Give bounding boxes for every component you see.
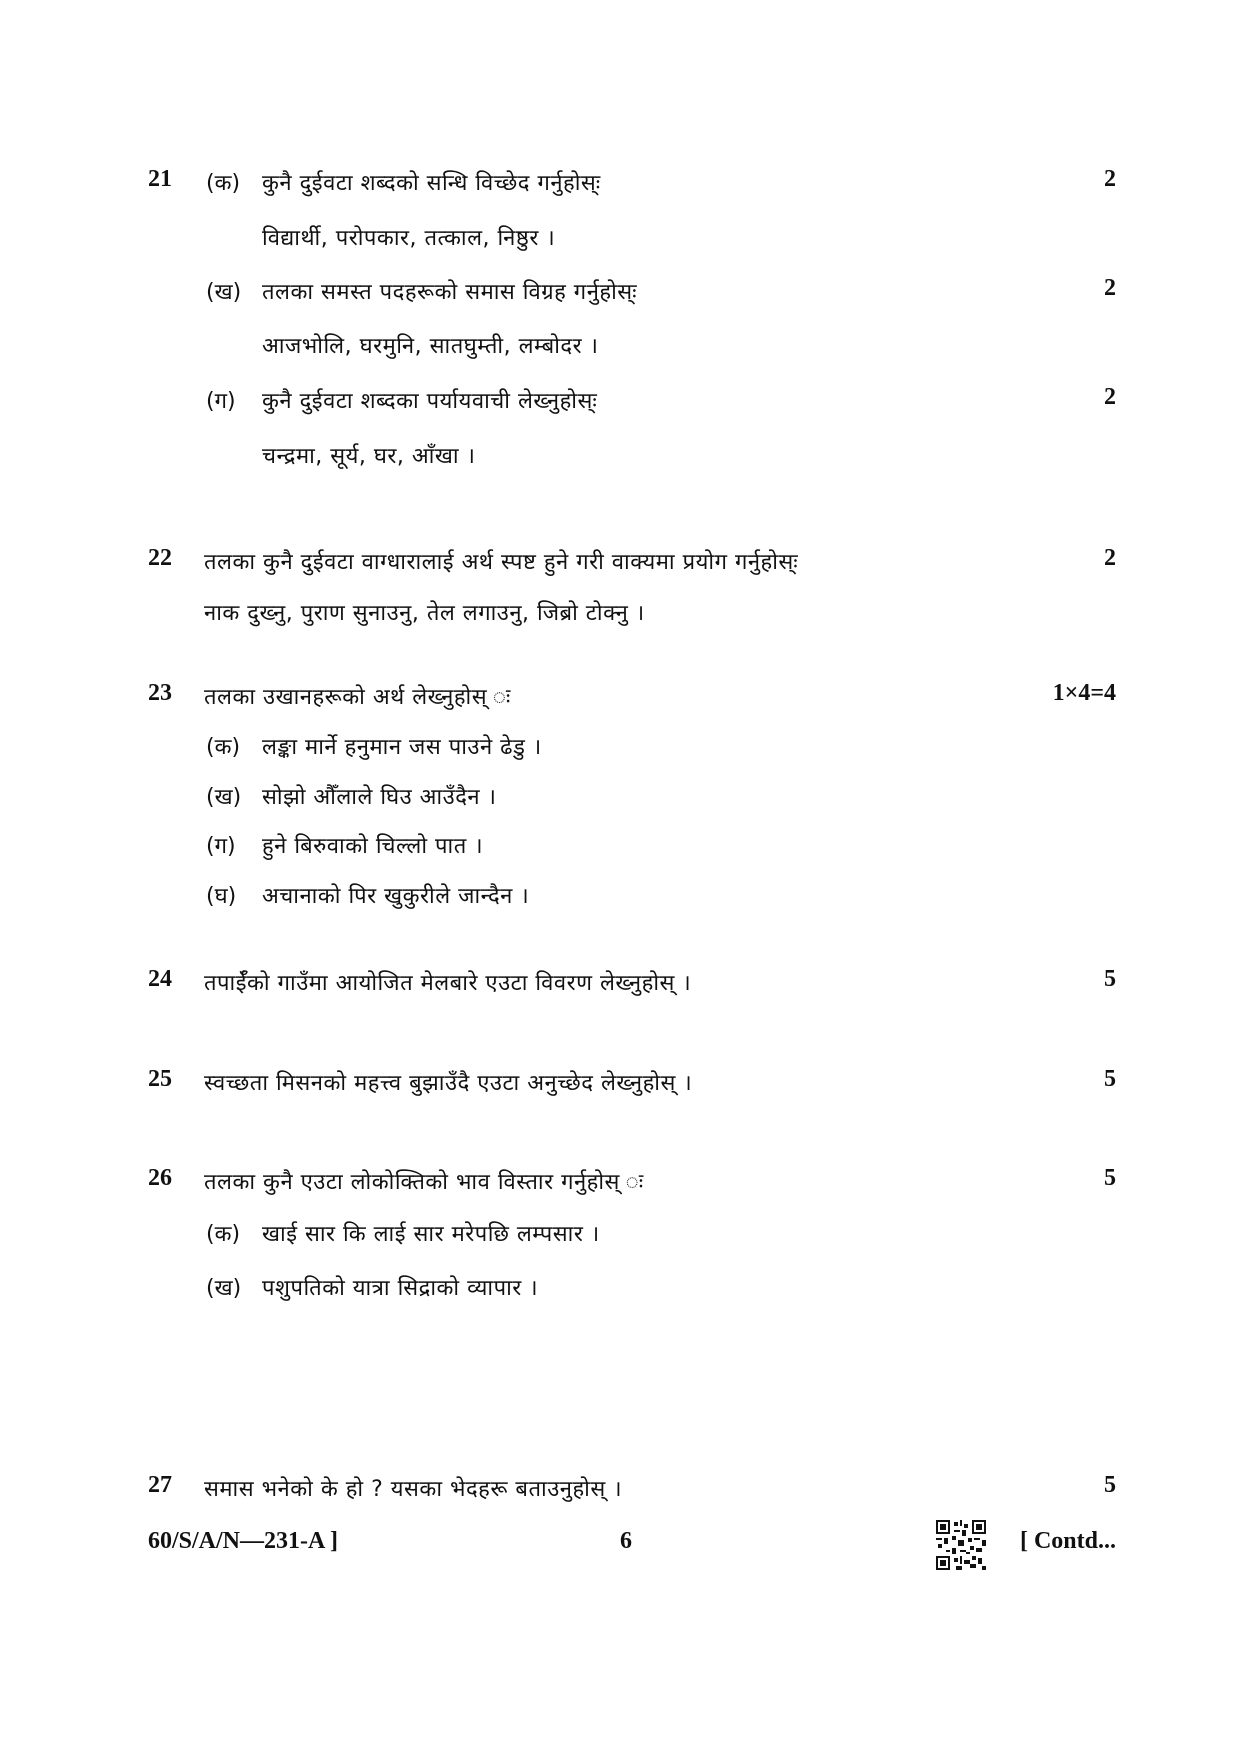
marks: 5 [1104,966,1116,992]
marks: 5 [1104,1472,1116,1498]
qr-code-icon [936,1520,986,1570]
question-number: 23 [148,680,172,706]
marks: 5 [1104,1066,1116,1092]
item-label: (ग) [206,834,236,859]
item-text: हुने बिरुवाको चिल्लो पात । [262,834,484,859]
marks: 2 [1104,545,1116,571]
continued-label: [ Contd... [1019,1528,1116,1554]
page-number: 6 [620,1528,632,1554]
question-number: 21 [148,166,172,192]
question-number: 25 [148,1066,172,1092]
part-label: (ग) [206,389,236,414]
question-text: समास भनेको के हो ? यसका भेदहरू बताउनुहोस् । [204,1477,623,1502]
item-text: अचानाको पिर खुकुरीले जान्दैन । [262,884,530,909]
part-content: चन्द्रमा, सूर्य, घर, आँखा । [262,444,476,469]
part-label: (क) [206,171,241,196]
question-text: तपाईँको गाउँमा आयोजित मेलबारे एउटा विवरण लेख्नुहोस् । [204,971,692,996]
question-content: नाक दुख्नु, पुराण सुनाउनु, तेल लगाउनु, जिब्रो टोक्नु । [204,601,645,626]
marks: 1×4=4 [1052,680,1116,706]
marks: 2 [1104,166,1116,192]
item-text: पशुपतिको यात्रा सिद्राको व्यापार । [262,1276,539,1301]
item-label: (ख) [206,785,242,810]
marks: 5 [1104,1165,1116,1191]
item-label: (घ) [206,884,237,909]
question-number: 22 [148,545,172,571]
question-text: तलका कुनै दुईवटा वाग्धारालाई अर्थ स्पष्ट हुने गरी वाक्यमा प्रयोग गर्नुहोस्ः [204,550,799,575]
item-label: (क) [206,1222,241,1247]
question-text: तलका कुनै एउटा लोकोक्तिको भाव विस्तार गर्नुहोस् ः [204,1170,644,1195]
part-label: (ख) [206,280,242,305]
item-label: (क) [206,735,241,760]
question-text: स्वच्छता मिसनको महत्त्व बुझाउँदै एउटा अनुच्छेद लेख्नुहोस् । [204,1071,693,1096]
question-number: 24 [148,966,172,992]
marks: 2 [1104,384,1116,410]
item-text: खाई सार कि लाई सार मरेपछि लम्पसार । [262,1222,600,1247]
question-number: 26 [148,1165,172,1191]
marks: 2 [1104,275,1116,301]
part-content: आजभोलि, घरमुनि, सातघुम्ती, लम्बोदर । [262,334,599,359]
part-content: विद्यार्थी, परोपकार, तत्काल, निष्ठुर । [262,226,556,251]
question-number: 27 [148,1472,172,1498]
part-instruction: तलका समस्त पदहरूको समास विग्रह गर्नुहोस्ः [262,280,638,305]
part-instruction: कुनै दुईवटा शब्दका पर्यायवाची लेख्नुहोस्ः [262,389,598,414]
item-text: लङ्का मार्ने हनुमान जस पाउने ढेडु । [262,735,542,760]
item-text: सोझो औँलाले घिउ आउँदैन । [262,785,497,810]
paper-code: 60/S/A/N—231-A ] [148,1528,339,1554]
part-instruction: कुनै दुईवटा शब्दको सन्धि विच्छेद गर्नुहोस्ः [262,171,601,196]
item-label: (ख) [206,1276,242,1301]
question-text: तलका उखानहरूको अर्थ लेख्नुहोस् ः [204,685,511,710]
